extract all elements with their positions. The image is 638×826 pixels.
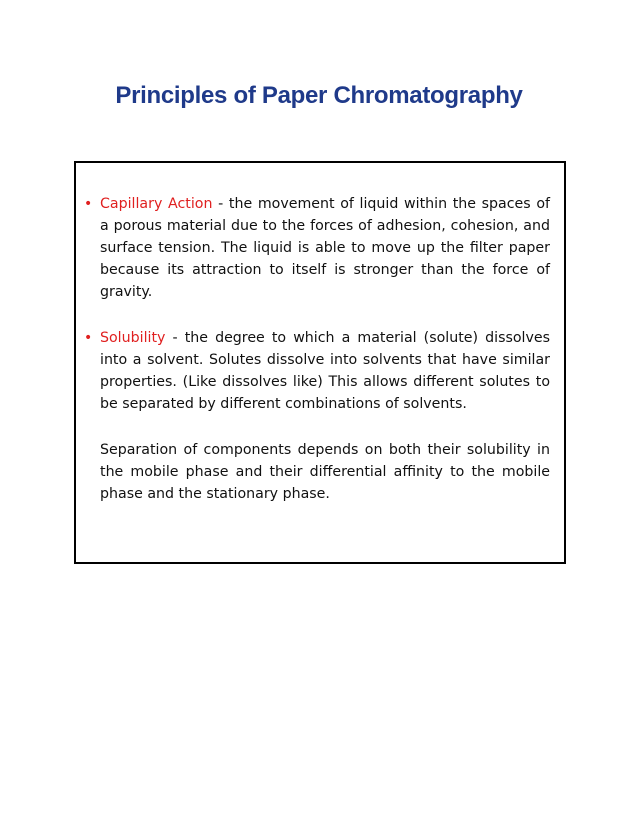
- definition-solubility: - the degree to which a material (solute) dissolves into a solvent. Solutes dissolve into solvents that have similar properties. (Like dissolves like) This allows different solutes to be separated by different combinations of solvents.: [100, 330, 550, 412]
- bullet-icon: •: [84, 196, 93, 212]
- term-solubility: Solubility: [100, 330, 166, 346]
- term-capillary-action: Capillary Action: [100, 196, 213, 212]
- definition-capillary-action: - the movement of liquid within the spaces of a porous material due to the forces of adhesion, cohesion, and surface tension. The liquid is able to move up the filter paper because its attraction to itself is stronger than the force of gravity.: [100, 196, 551, 300]
- page-title: Principles of Paper Chromatography: [115, 82, 523, 109]
- bullet-icon: •: [84, 330, 93, 346]
- content-body: [84, 193, 551, 505]
- content-box: [74, 161, 566, 564]
- separation-paragraph: Separation of components depends on both their solubility in the mobile phase and their differential affinity to the mobile phase and the stationary phase.: [100, 442, 550, 502]
- list-item-capillary-action: [84, 193, 551, 303]
- list-item-solubility: [84, 327, 550, 415]
